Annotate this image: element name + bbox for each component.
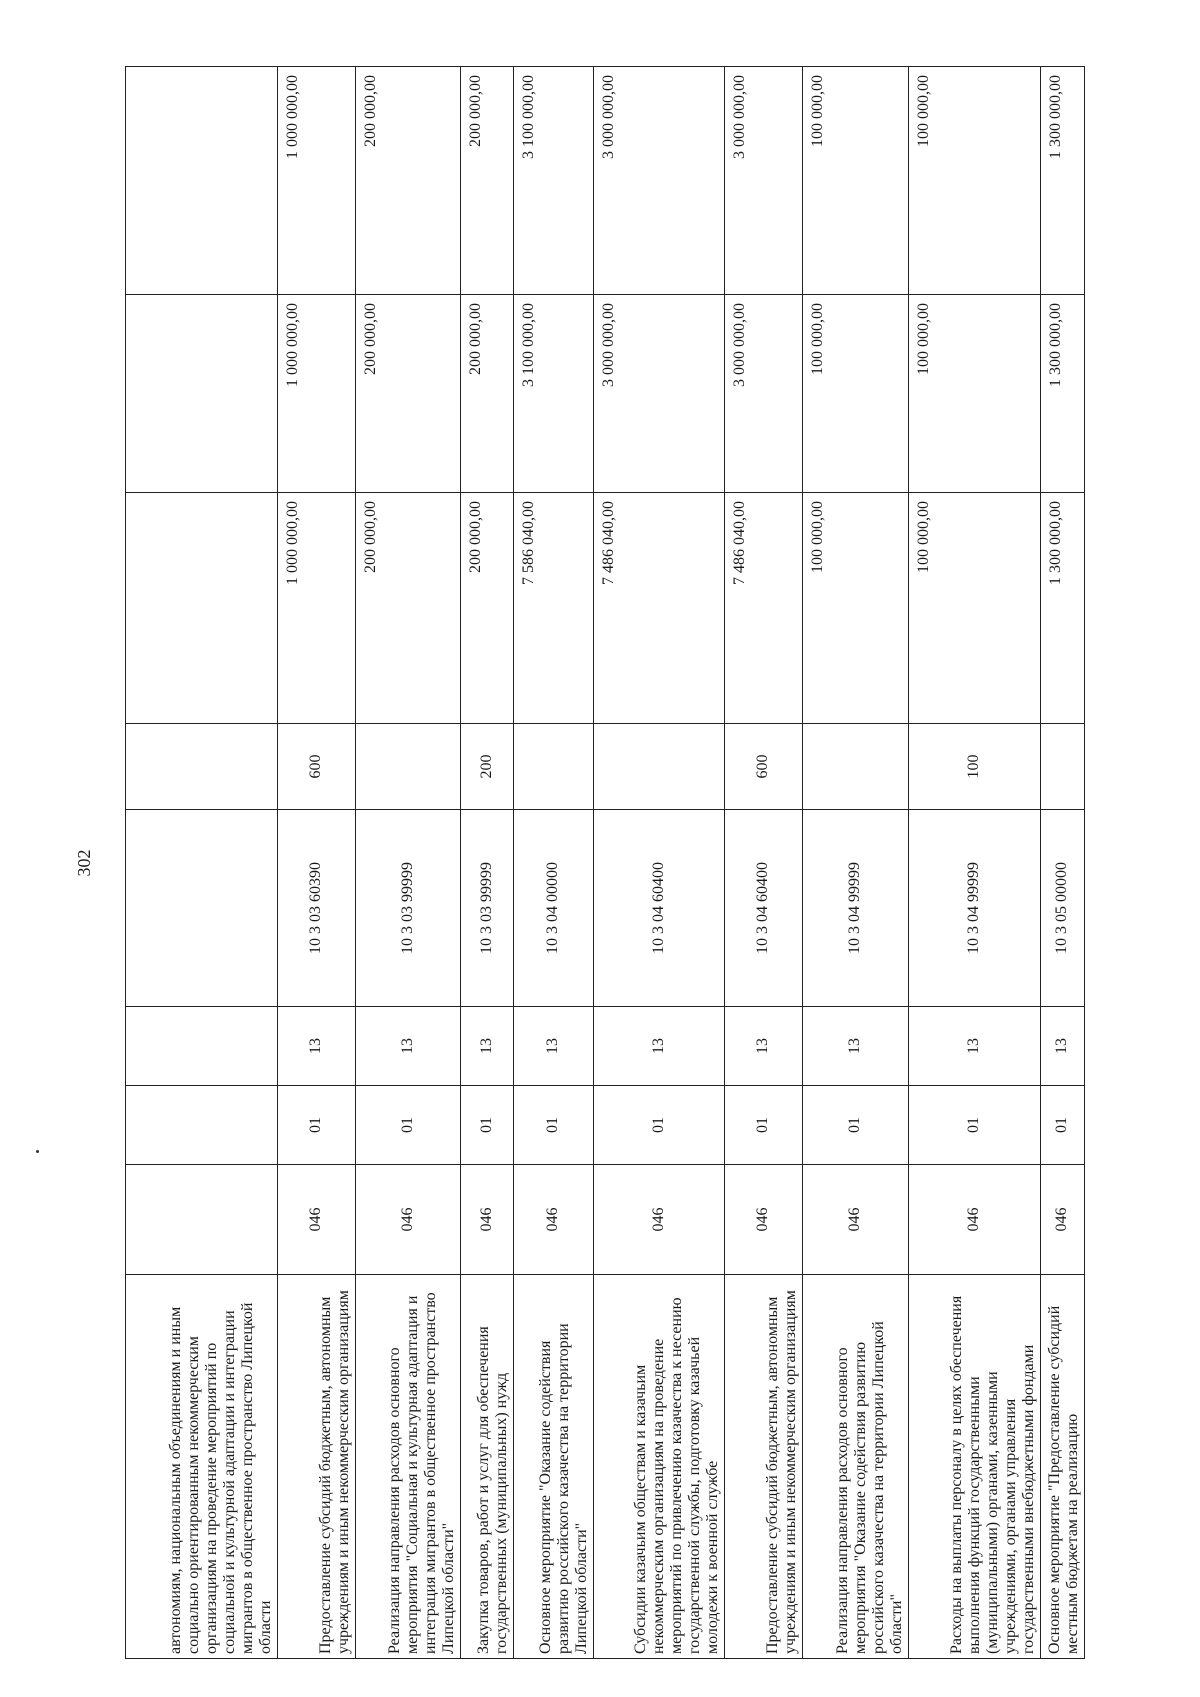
budget-table bbox=[125, 66, 1085, 1659]
amount-year1-cell: 200 000,00 bbox=[355, 493, 460, 724]
target-article-cell: 10 3 03 99999 bbox=[460, 810, 513, 1007]
row-name-cell: Реализация направления расходов основного мероприятия "Оказание содействия развитию российского казачества на территории Липецкой области" bbox=[802, 1275, 908, 1659]
amount-year2-cell: 200 000,00 bbox=[355, 295, 460, 493]
row-name-cell: автономиям, национальным объединениям и иным социально ориентированным некоммерческим организациям на проведение мероприятий по социальной и культурной адаптации и интеграции мигрантов в общественное пространство Липецкой области bbox=[126, 1275, 278, 1659]
expense-type-cell bbox=[802, 724, 908, 810]
expense-type-cell bbox=[1040, 724, 1084, 810]
row-name-cell: Предоставление субсидий бюджетным, автономным учреждениям и иным некоммерческим организациям bbox=[724, 1275, 802, 1659]
admin-code-cell: 046 bbox=[460, 1165, 513, 1275]
table-row bbox=[277, 67, 355, 1659]
expense-type-cell: 600 bbox=[277, 724, 355, 810]
target-article-cell: 10 3 04 00000 bbox=[513, 810, 593, 1007]
row-name-cell: Основное мероприятие "Предоставление субсидий местным бюджетам на реализацию bbox=[1040, 1275, 1084, 1659]
admin-code-cell: 046 bbox=[277, 1165, 355, 1275]
table-row bbox=[802, 67, 908, 1659]
target-article-cell: 10 3 04 60400 bbox=[724, 810, 802, 1007]
target-article-cell: 10 3 03 99999 bbox=[355, 810, 460, 1007]
amount-year3-cell: 200 000,00 bbox=[355, 67, 460, 295]
row-name-cell: Реализация направления расходов основного мероприятия "Социальная и культурная адаптация и интеграция мигрантов в общественное пространство Липецкой области" bbox=[355, 1275, 460, 1659]
subsection-cell: 13 bbox=[355, 1007, 460, 1086]
amount-year2-cell: 3 000 000,00 bbox=[593, 295, 724, 493]
budget-table-rotated bbox=[125, 67, 1085, 1659]
amount-year2-cell: 1 300 000,00 bbox=[1040, 295, 1084, 493]
amount-year1-cell: 1 000 000,00 bbox=[277, 493, 355, 724]
table-row bbox=[126, 67, 278, 1659]
amount-year3-cell: 3 000 000,00 bbox=[593, 67, 724, 295]
amount-year1-cell: 100 000,00 bbox=[908, 493, 1040, 724]
subsection-cell: 13 bbox=[802, 1007, 908, 1086]
section-cell: 01 bbox=[513, 1086, 593, 1165]
amount-year3-cell: 100 000,00 bbox=[908, 67, 1040, 295]
amount-year3-cell: 3 000 000,00 bbox=[724, 67, 802, 295]
section-cell: 01 bbox=[802, 1086, 908, 1165]
section-cell: 01 bbox=[724, 1086, 802, 1165]
amount-year2-cell: 3 100 000,00 bbox=[513, 295, 593, 493]
amount-year1-cell: 7 486 040,00 bbox=[724, 493, 802, 724]
amount-year1-cell bbox=[126, 493, 278, 724]
table-body bbox=[126, 67, 1085, 1659]
admin-code-cell: 046 bbox=[802, 1165, 908, 1275]
admin-code-cell: 046 bbox=[908, 1165, 1040, 1275]
amount-year3-cell: 100 000,00 bbox=[802, 67, 908, 295]
amount-year2-cell: 100 000,00 bbox=[802, 295, 908, 493]
amount-year3-cell: 1 300 000,00 bbox=[1040, 67, 1084, 295]
admin-code-cell: 046 bbox=[593, 1165, 724, 1275]
scan-speck bbox=[36, 1150, 39, 1153]
amount-year2-cell: 200 000,00 bbox=[460, 295, 513, 493]
amount-year2-cell: 100 000,00 bbox=[908, 295, 1040, 493]
amount-year3-cell: 200 000,00 bbox=[460, 67, 513, 295]
section-cell bbox=[126, 1086, 278, 1165]
amount-year2-cell: 1 000 000,00 bbox=[277, 295, 355, 493]
amount-year1-cell: 1 300 000,00 bbox=[1040, 493, 1084, 724]
amount-year3-cell bbox=[126, 67, 278, 295]
table-row bbox=[593, 67, 724, 1659]
row-name-cell: Субсидии казачьим обществам и казачьим некоммерческим организациям на проведение мероприятий по привлечению казачества к несению государственной службы, подготовку казачьей молодежи к военной службе bbox=[593, 1275, 724, 1659]
page-number: 302 bbox=[74, 849, 94, 877]
row-name-cell: Основное мероприятие "Оказание содействия развитию российского казачества на территории Липецкой области" bbox=[513, 1275, 593, 1659]
subsection-cell bbox=[126, 1007, 278, 1086]
amount-year1-cell: 7 586 040,00 bbox=[513, 493, 593, 724]
row-name-cell: Предоставление субсидий бюджетным, автономным учреждениям и иным некоммерческим организациям bbox=[277, 1275, 355, 1659]
amount-year2-cell bbox=[126, 295, 278, 493]
admin-code-cell bbox=[126, 1165, 278, 1275]
amount-year3-cell: 1 000 000,00 bbox=[277, 67, 355, 295]
table-row bbox=[460, 67, 513, 1659]
subsection-cell: 13 bbox=[513, 1007, 593, 1086]
expense-type-cell: 200 bbox=[460, 724, 513, 810]
section-cell: 01 bbox=[277, 1086, 355, 1165]
amount-year1-cell: 7 486 040,00 bbox=[593, 493, 724, 724]
expense-type-cell bbox=[593, 724, 724, 810]
subsection-cell: 13 bbox=[460, 1007, 513, 1086]
section-cell: 01 bbox=[908, 1086, 1040, 1165]
subsection-cell: 13 bbox=[1040, 1007, 1084, 1086]
target-article-cell bbox=[126, 810, 278, 1007]
target-article-cell: 10 3 04 99999 bbox=[908, 810, 1040, 1007]
admin-code-cell: 046 bbox=[1040, 1165, 1084, 1275]
expense-type-cell: 600 bbox=[724, 724, 802, 810]
expense-type-cell bbox=[355, 724, 460, 810]
section-cell: 01 bbox=[1040, 1086, 1084, 1165]
subsection-cell: 13 bbox=[277, 1007, 355, 1086]
table-row bbox=[355, 67, 460, 1659]
admin-code-cell: 046 bbox=[724, 1165, 802, 1275]
target-article-cell: 10 3 04 60400 bbox=[593, 810, 724, 1007]
row-name-cell: Закупка товаров, работ и услуг для обеспечения государственных (муниципальных) нужд bbox=[460, 1275, 513, 1659]
admin-code-cell: 046 bbox=[513, 1165, 593, 1275]
table-row bbox=[513, 67, 593, 1659]
amount-year3-cell: 3 100 000,00 bbox=[513, 67, 593, 295]
target-article-cell: 10 3 05 00000 bbox=[1040, 810, 1084, 1007]
amount-year2-cell: 3 000 000,00 bbox=[724, 295, 802, 493]
expense-type-cell bbox=[513, 724, 593, 810]
subsection-cell: 13 bbox=[908, 1007, 1040, 1086]
target-article-cell: 10 3 04 99999 bbox=[802, 810, 908, 1007]
section-cell: 01 bbox=[355, 1086, 460, 1165]
amount-year1-cell: 200 000,00 bbox=[460, 493, 513, 724]
expense-type-cell: 100 bbox=[908, 724, 1040, 810]
expense-type-cell bbox=[126, 724, 278, 810]
section-cell: 01 bbox=[593, 1086, 724, 1165]
subsection-cell: 13 bbox=[724, 1007, 802, 1086]
admin-code-cell: 046 bbox=[355, 1165, 460, 1275]
target-article-cell: 10 3 03 60390 bbox=[277, 810, 355, 1007]
table-row bbox=[724, 67, 802, 1659]
table-row bbox=[1040, 67, 1084, 1659]
amount-year1-cell: 100 000,00 bbox=[802, 493, 908, 724]
table-row bbox=[908, 67, 1040, 1659]
row-name-cell: Расходы на выплаты персоналу в целях обеспечения выполнения функций государственными (муниципальными) органами, казенными учреждениями, органами управления государственными внебюджетными фондами bbox=[908, 1275, 1040, 1659]
section-cell: 01 bbox=[460, 1086, 513, 1165]
subsection-cell: 13 bbox=[593, 1007, 724, 1086]
